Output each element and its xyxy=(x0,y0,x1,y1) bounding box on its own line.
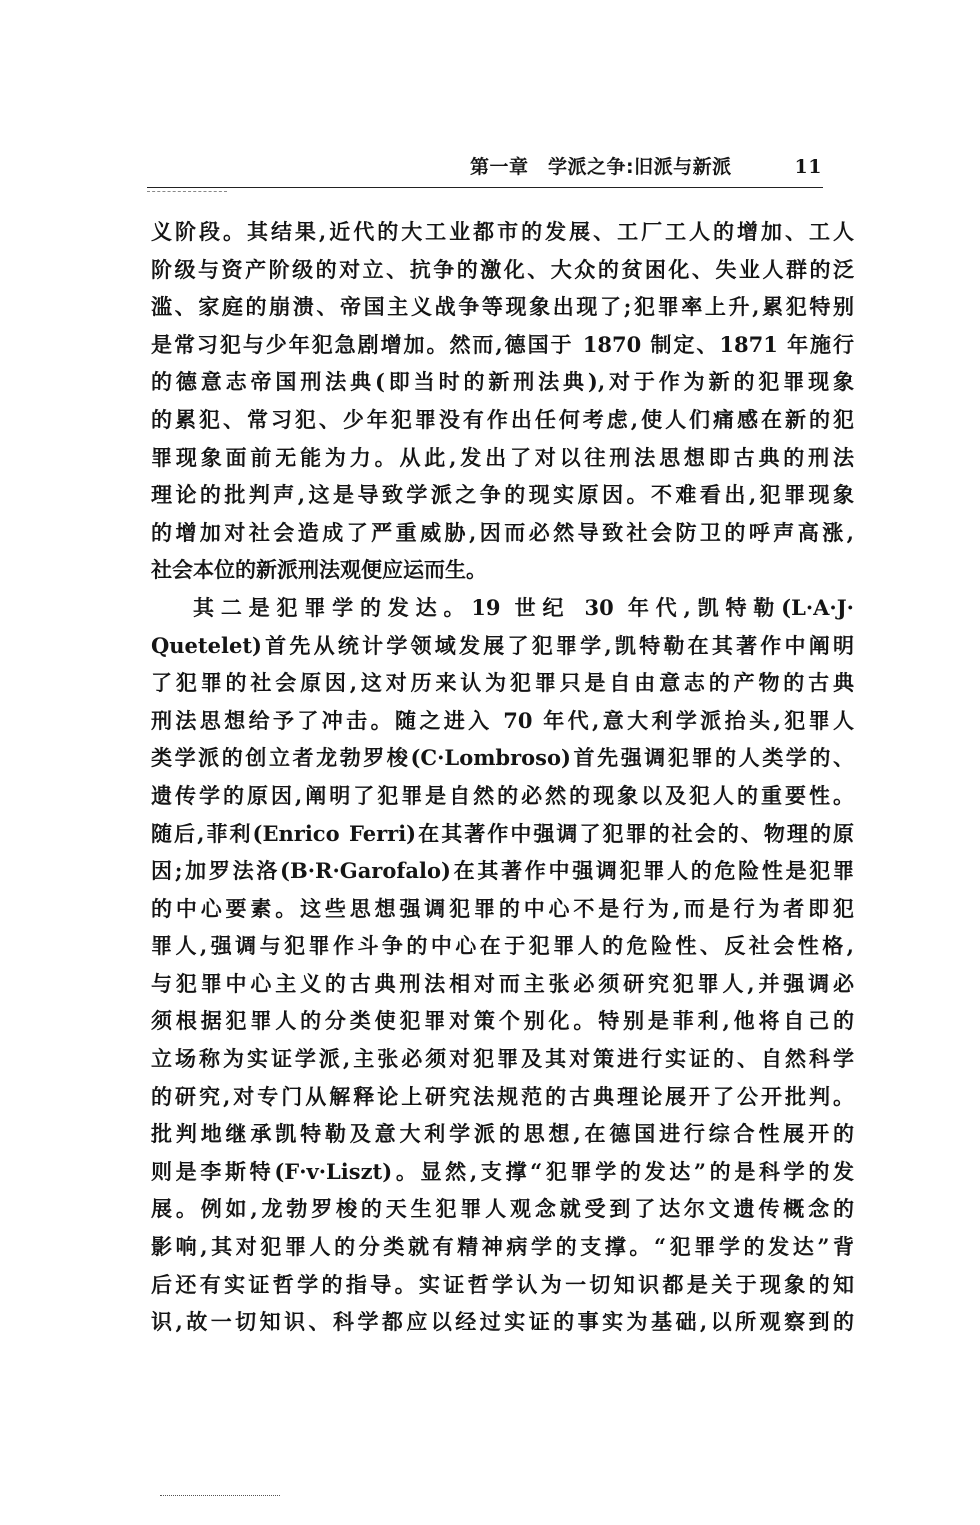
text-line: 类学派的创立者龙勃罗梭(C·Lombroso)首先强调犯罪的人类学的、 xyxy=(151,745,854,771)
text-line: 的中心要素。这些思想强调犯罪的中心不是行为,而是行为者即犯 xyxy=(151,895,854,921)
page-number: 11 xyxy=(794,156,822,178)
text-line: 社会本位的新派刑法观便应运而生。 xyxy=(151,557,487,583)
running-header xyxy=(470,155,822,179)
text-line: 罪现象面前无能为力。从此,发出了对以往刑法思想即古典的刑法 xyxy=(151,444,854,470)
text-line: 批判地继承凯特勒及意大利学派的思想,在德国进行综合性展开的 xyxy=(151,1121,854,1147)
text-line: 遗传学的原因,阐明了犯罪是自然的必然的现象以及犯人的重要性。 xyxy=(151,782,854,808)
text-line: 则是李斯特(F·v·Liszt)。显然,支撑“犯罪学的发达”的是科学的发 xyxy=(151,1158,854,1184)
text-line: 刑法思想给予了冲击。随之进入 70 年代,意大利学派抬头,犯罪人 xyxy=(151,707,854,733)
text-line: 了犯罪的社会原因,这对历来认为犯罪只是自由意志的产物的古典 xyxy=(151,670,854,696)
text-line: 滥、家庭的崩溃、帝国主义战争等现象出现了;犯罪率上升,累犯特别 xyxy=(151,294,854,320)
text-line: Quetelet)首先从统计学领域发展了犯罪学,凯特勒在其著作中阐明 xyxy=(151,632,854,658)
header-rule-shadow xyxy=(147,191,227,192)
text-line: 随后,菲利(Enrico Ferri)在其著作中强调了犯罪的社会的、物理的原 xyxy=(151,820,854,846)
text-line: 罪人,强调与犯罪作斗争的中心在于犯罪人的危险性、反社会性格, xyxy=(151,933,854,959)
chapter-title: 第一章 学派之争:旧派与新派 xyxy=(470,156,732,178)
text-line: 影响,其对犯罪人的分类就有精神病学的支撑。“犯罪学的发达”背 xyxy=(151,1234,854,1260)
text-line: 立场称为实证学派,主张必须对犯罪及其对策进行实证的、自然科学 xyxy=(151,1046,854,1072)
header-rule xyxy=(147,187,823,188)
text-line: 须根据犯罪人的分类使犯罪对策个别化。特别是菲利,他将自己的 xyxy=(151,1008,854,1034)
text-line: 展。例如,龙勃罗梭的天生犯罪人观念就受到了达尔文遗传概念的 xyxy=(151,1196,854,1222)
text-line: 的累犯、常习犯、少年犯罪没有作出任何考虑,使人们痛感在新的犯 xyxy=(151,406,854,432)
text-line: 是常习犯与少年犯急剧增加。然而,德国于 1870 制定、1871 年施行 xyxy=(151,331,854,357)
text-line: 的德意志帝国刑法典(即当时的新刑法典),对于作为新的犯罪现象 xyxy=(151,369,854,395)
text-line: 因;加罗法洛(B·R·Garofalo)在其著作中强调犯罪人的危险性是犯罪 xyxy=(151,858,854,884)
text-line: 后还有实证哲学的指导。实证哲学认为一切知识都是关于现象的知 xyxy=(151,1271,854,1297)
text-line: 的增加对社会造成了严重威胁,因而必然导致社会防卫的呼声高涨, xyxy=(151,519,854,545)
text-line: 识,故一切知识、科学都应以经过实证的事实为基础,以所观察到的 xyxy=(151,1309,854,1335)
text-line: 阶级与资产阶级的对立、抗争的激化、大众的贫困化、失业人群的泛 xyxy=(151,256,854,282)
text-line: 理论的批判声,这是导致学派之争的现实原因。不难看出,犯罪现象 xyxy=(151,482,854,508)
scan-artifact xyxy=(160,1495,280,1496)
text-line: 义阶段。其结果,近代的大工业都市的发展、工厂工人的增加、工人 xyxy=(151,219,854,244)
text-line: 的研究,对专门从解释论上研究法规范的古典理论展开了公开批判。 xyxy=(151,1083,854,1109)
paragraph-start-line: 其二是犯罪学的发达。19 世纪 30 年代,凯特勒(L·A·J· xyxy=(193,594,854,620)
body-text xyxy=(151,213,854,1341)
text-line: 与犯罪中心主义的古典刑法相对而主张必须研究犯罪人,并强调必 xyxy=(151,970,854,996)
